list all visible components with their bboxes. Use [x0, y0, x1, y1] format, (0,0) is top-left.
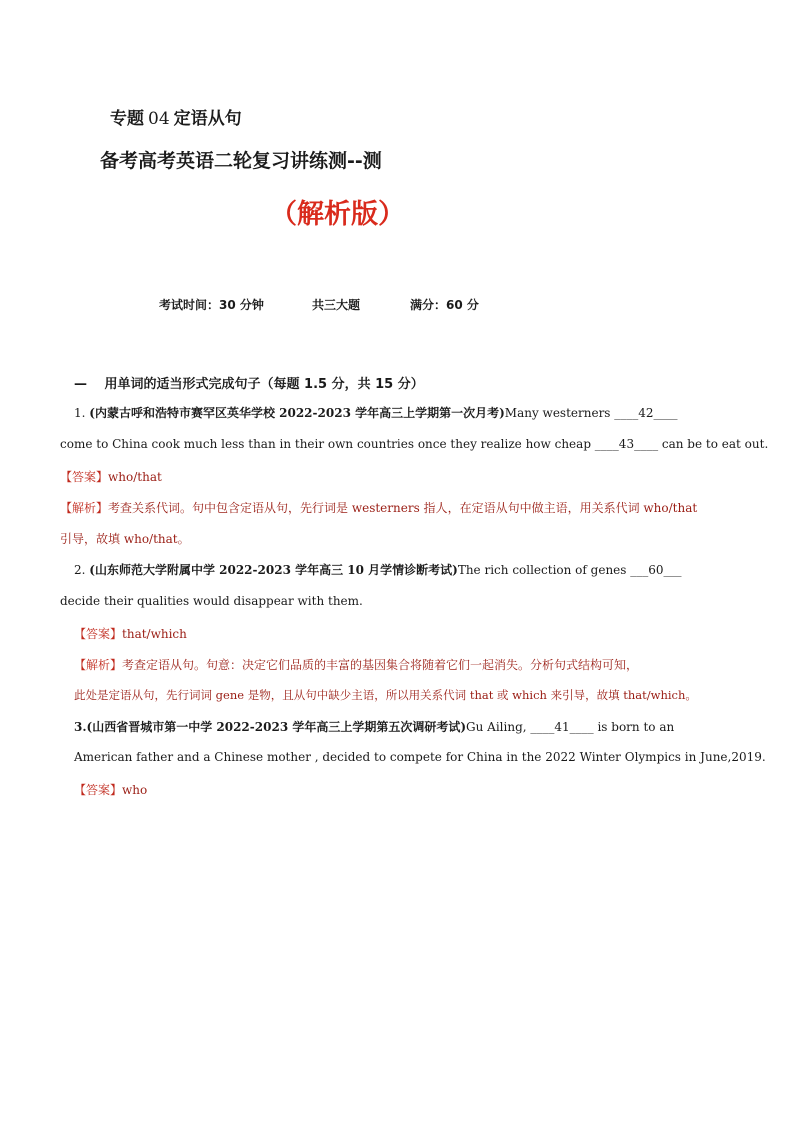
question-3-line2: American father and a Chinese mother , decided to compete for China in the 2022 Winter Olympics in June,2019.	[74, 750, 766, 764]
question-source: (内蒙古呼和浩特市赛罕区英华学校 2022-2023 学年高三上学期第一次月考)	[89, 406, 505, 420]
answer-label: 【答案】	[60, 470, 109, 484]
edition-label: （解析版）	[270, 199, 405, 230]
analysis-text: 考查定语从句。句意：决定它们品质的丰富的基因集合将随着它们一起消失。分析句式结构可知，	[122, 658, 639, 672]
topic-number: 04	[148, 109, 170, 129]
topic-prefix: 专题	[110, 109, 144, 129]
section-dash: —	[74, 377, 87, 392]
question-3-answer	[74, 781, 147, 798]
topic-title	[110, 104, 242, 129]
question-source: (山西省晋城市第一中学 2022-2023 学年高三上学期第五次调研考试)	[86, 720, 467, 734]
section-title: 用单词的适当形式完成句子（每题 1.5 分，共 15 分）	[104, 377, 424, 392]
question-2-answer	[74, 625, 187, 642]
question-2-analysis-cont: 此处是定语从句，先行词词 gene 是物，且从句中缺少主语，所以用关系代词 that 或 which 来引导，故填 that/which。	[74, 688, 697, 702]
exam-sections: 共三大题	[312, 298, 361, 312]
answer-label: 【答案】	[74, 783, 123, 797]
question-1-analysis	[60, 499, 697, 516]
question-2-analysis	[74, 656, 638, 673]
analysis-label: 【解析】	[74, 658, 123, 672]
question-1-line2: come to China cook much less than in their own countries once they realize how cheap ____43____ can be to eat out.	[60, 437, 769, 451]
analysis-label: 【解析】	[60, 501, 109, 515]
answer-value: who	[122, 783, 148, 797]
answer-value: who/that	[108, 470, 162, 484]
question-number: 1.	[74, 406, 86, 420]
question-1-answer	[60, 468, 162, 485]
question-text: The rich collection of genes ___60___	[457, 563, 682, 577]
question-text: Gu Ailing, ____41____ is born to an	[466, 720, 675, 734]
exam-time: 考试时间：30 分钟	[159, 298, 264, 312]
question-2-line2: decide their qualities would disappear with them.	[60, 594, 363, 608]
question-1-analysis-cont: 引导，故填 who/that。	[60, 532, 190, 546]
question-text: Many westerners ____42____	[504, 406, 678, 420]
exam-score: 满分：60 分	[410, 298, 479, 312]
section-heading	[74, 373, 424, 392]
topic-name: 定语从句	[173, 109, 242, 129]
analysis-text: 考查关系代词。句中包含定语从句，先行词是 westerners 指人，在定语从句中做主语，用关系代词 who/that	[108, 501, 698, 515]
question-2-line1	[74, 561, 682, 578]
question-number: 2.	[74, 563, 86, 577]
answer-label: 【答案】	[74, 627, 123, 641]
answer-value: that/which	[122, 627, 187, 641]
question-3-line1	[74, 718, 674, 735]
question-number: 3.	[74, 720, 87, 734]
subtitle: 备考高考英语二轮复习讲练测--测	[100, 150, 382, 172]
question-source: (山东师范大学附属中学 2022-2023 学年高三 10 月学情诊断考试)	[89, 563, 458, 577]
question-1-line1	[74, 404, 678, 421]
